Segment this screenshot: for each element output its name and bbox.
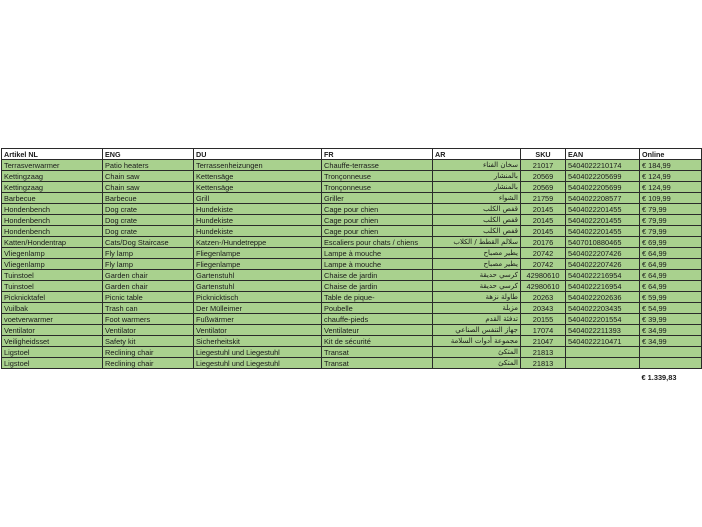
cell-artikel-nl: Kettingzaag	[2, 182, 103, 193]
total-row	[2, 369, 702, 383]
cell-du: Sicherheitskit	[194, 336, 322, 347]
cell-du: Terrassenheizungen	[194, 160, 322, 171]
cell-eng: Dog crate	[103, 215, 194, 226]
table-row	[2, 358, 702, 369]
cell-sku: 42980610	[521, 270, 566, 281]
header-row	[2, 149, 702, 160]
table-row	[2, 204, 702, 215]
cell-artikel-nl: Katten/Hondentrap	[2, 237, 103, 248]
cell-ar: طاولة نزهة	[433, 292, 521, 303]
cell-artikel-nl: Terrasverwarmer	[2, 160, 103, 171]
cell-sku: 20145	[521, 204, 566, 215]
cell-ar: مجموعة أدوات السلامة	[433, 336, 521, 347]
cell-ean: 5404022201554	[566, 314, 640, 325]
cell-ean: 5404022201455	[566, 226, 640, 237]
cell-du: Liegestuhl und Liegestuhl	[194, 358, 322, 369]
table-row	[2, 259, 702, 270]
cell-sku: 21017	[521, 160, 566, 171]
header-ean: EAN	[566, 149, 640, 160]
cell-fr: Ventilateur	[322, 325, 433, 336]
cell-ean: 5407010880465	[566, 237, 640, 248]
cell-eng: Patio heaters	[103, 160, 194, 171]
cell-ar: قفص الكلب	[433, 204, 521, 215]
cell-sku: 21813	[521, 358, 566, 369]
cell-ean: 5404022205699	[566, 171, 640, 182]
header-eng: ENG	[103, 149, 194, 160]
cell-du: Fliegenlampe	[194, 259, 322, 270]
cell-online	[640, 347, 702, 358]
table-row	[2, 270, 702, 281]
cell-online: € 34,99	[640, 336, 702, 347]
cell-sku: 21813	[521, 347, 566, 358]
cell-eng: Reclining chair	[103, 347, 194, 358]
cell-du: Der Mülleimer	[194, 303, 322, 314]
cell-fr: Kit de sécurité	[322, 336, 433, 347]
cell-ean: 5404022210174	[566, 160, 640, 171]
cell-ean: 5404022201455	[566, 215, 640, 226]
cell-du: Fußwärmer	[194, 314, 322, 325]
cell-online	[640, 358, 702, 369]
cell-eng: Ventilator	[103, 325, 194, 336]
cell-eng: Chain saw	[103, 182, 194, 193]
cell-fr: Transat	[322, 358, 433, 369]
cell-sku: 20569	[521, 171, 566, 182]
cell-ean: 5404022211393	[566, 325, 640, 336]
cell-fr: Poubelle	[322, 303, 433, 314]
cell-ar: كرسي حديقة	[433, 281, 521, 292]
cell-fr: Tronçonneuse	[322, 171, 433, 182]
cell-sku: 21047	[521, 336, 566, 347]
cell-eng: Fly lamp	[103, 259, 194, 270]
cell-sku: 17074	[521, 325, 566, 336]
header-sku: SKU	[521, 149, 566, 160]
cell-online: € 109,99	[640, 193, 702, 204]
total-value: € 1.339,83	[641, 372, 677, 382]
cell-ar: قفص الكلب	[433, 215, 521, 226]
cell-online: € 64,99	[640, 259, 702, 270]
cell-du: Gartenstuhl	[194, 281, 322, 292]
total-spacer	[2, 369, 640, 383]
cell-fr: Lampe à mouche	[322, 259, 433, 270]
cell-ean	[566, 358, 640, 369]
cell-online: € 34,99	[640, 325, 702, 336]
cell-online: € 39,99	[640, 314, 702, 325]
cell-artikel-nl: Vuilbak	[2, 303, 103, 314]
cell-fr: Cage pour chien	[322, 226, 433, 237]
cell-artikel-nl: Hondenbench	[2, 226, 103, 237]
cell-ean: 5404022207426	[566, 259, 640, 270]
cell-ean	[566, 347, 640, 358]
cell-online: € 184,99	[640, 160, 702, 171]
table-row	[2, 237, 702, 248]
cell-sku: 20176	[521, 237, 566, 248]
cell-ar: سخان الفناء	[433, 160, 521, 171]
cell-ean: 5404022216954	[566, 270, 640, 281]
cell-artikel-nl: Picknicktafel	[2, 292, 103, 303]
cell-sku: 20569	[521, 182, 566, 193]
cell-online: € 64,99	[640, 281, 702, 292]
cell-online: € 79,99	[640, 204, 702, 215]
cell-online: € 79,99	[640, 215, 702, 226]
cell-du: Hundekiste	[194, 204, 322, 215]
cell-eng: Safety kit	[103, 336, 194, 347]
table-row	[2, 347, 702, 358]
cell-eng: Trash can	[103, 303, 194, 314]
cell-sku: 20145	[521, 215, 566, 226]
cell-online: € 54,99	[640, 303, 702, 314]
table-row	[2, 215, 702, 226]
cell-ar: جهاز التنفس الصناعي	[433, 325, 521, 336]
cell-du: Grill	[194, 193, 322, 204]
table-row	[2, 314, 702, 325]
header-ar: AR	[433, 149, 521, 160]
cell-ar: بالمنشار	[433, 182, 521, 193]
cell-eng: Chain saw	[103, 171, 194, 182]
cell-artikel-nl: Ventilator	[2, 325, 103, 336]
cell-fr: Cage pour chien	[322, 204, 433, 215]
cell-ar: المتكئ	[433, 358, 521, 369]
cell-ar: يطير مصباح	[433, 259, 521, 270]
cell-ean: 5404022216954	[566, 281, 640, 292]
cell-online: € 64,99	[640, 270, 702, 281]
cell-ar: بالمنشار	[433, 171, 521, 182]
table-row	[2, 325, 702, 336]
table-row	[2, 281, 702, 292]
cell-online: € 124,99	[640, 182, 702, 193]
cell-ar: سلالم القطط / الكلاب	[433, 237, 521, 248]
cell-ean: 5404022207426	[566, 248, 640, 259]
cell-du: Kettensäge	[194, 171, 322, 182]
cell-sku: 42980610	[521, 281, 566, 292]
cell-fr: Cage pour chien	[322, 215, 433, 226]
table-row	[2, 160, 702, 171]
cell-ar: مزبلة	[433, 303, 521, 314]
cell-ean: 5404022208577	[566, 193, 640, 204]
cell-online: € 69,99	[640, 237, 702, 248]
table-row	[2, 303, 702, 314]
table-row	[2, 248, 702, 259]
cell-ar: يطير مصباح	[433, 248, 521, 259]
cell-eng: Dog crate	[103, 226, 194, 237]
cell-ar: قفص الكلب	[433, 226, 521, 237]
cell-artikel-nl: Ligstoel	[2, 358, 103, 369]
cell-fr: Chauffe-terrasse	[322, 160, 433, 171]
cell-online: € 64,99	[640, 248, 702, 259]
cell-artikel-nl: Hondenbench	[2, 204, 103, 215]
cell-artikel-nl: Vliegenlamp	[2, 248, 103, 259]
table-row	[2, 193, 702, 204]
cell-du: Liegestuhl und Liegestuhl	[194, 347, 322, 358]
table-row	[2, 182, 702, 193]
cell-artikel-nl: Hondenbench	[2, 215, 103, 226]
cell-sku: 20263	[521, 292, 566, 303]
cell-fr: Chaise de jardin	[322, 281, 433, 292]
header-artikel-nl: Artikel NL	[2, 149, 103, 160]
cell-online: € 59,99	[640, 292, 702, 303]
cell-ean: 5404022202636	[566, 292, 640, 303]
cell-artikel-nl: Kettingzaag	[2, 171, 103, 182]
cell-du: Fliegenlampe	[194, 248, 322, 259]
cell-du: Kettensäge	[194, 182, 322, 193]
cell-ar: الشواء	[433, 193, 521, 204]
cell-artikel-nl: Barbecue	[2, 193, 103, 204]
cell-fr: Table de pique-	[322, 292, 433, 303]
cell-artikel-nl: Ligstoel	[2, 347, 103, 358]
cell-artikel-nl: Tuinstoel	[2, 281, 103, 292]
cell-sku: 20145	[521, 226, 566, 237]
cell-fr: Escaliers pour chats / chiens	[322, 237, 433, 248]
cell-eng: Fly lamp	[103, 248, 194, 259]
cell-eng: Garden chair	[103, 281, 194, 292]
cell-online: € 79,99	[640, 226, 702, 237]
cell-eng: Reclining chair	[103, 358, 194, 369]
cell-sku: 20742	[521, 248, 566, 259]
cell-artikel-nl: Tuinstoel	[2, 270, 103, 281]
header-du: DU	[194, 149, 322, 160]
cell-fr: Tronçonneuse	[322, 182, 433, 193]
cell-fr: Griller	[322, 193, 433, 204]
table-row	[2, 336, 702, 347]
cell-fr: chauffe-pieds	[322, 314, 433, 325]
cell-ar: تدفئة القدم	[433, 314, 521, 325]
inventory-table	[1, 148, 702, 382]
cell-ar: المتكئ	[433, 347, 521, 358]
cell-du: Katzen-/Hundetreppe	[194, 237, 322, 248]
cell-ean: 5404022205699	[566, 182, 640, 193]
cell-ar: كرسي حديقة	[433, 270, 521, 281]
cell-artikel-nl: Vliegenlamp	[2, 259, 103, 270]
cell-du: Ventilator	[194, 325, 322, 336]
cell-fr: Chaise de jardin	[322, 270, 433, 281]
cell-du: Hundekiste	[194, 215, 322, 226]
cell-ean: 5404022210471	[566, 336, 640, 347]
table-row	[2, 171, 702, 182]
cell-fr: Transat	[322, 347, 433, 358]
cell-sku: 20343	[521, 303, 566, 314]
cell-eng: Barbecue	[103, 193, 194, 204]
cell-artikel-nl: voetverwarmer	[2, 314, 103, 325]
table-row	[2, 226, 702, 237]
cell-du: Hundekiste	[194, 226, 322, 237]
cell-eng: Foot warmers	[103, 314, 194, 325]
cell-du: Gartenstuhl	[194, 270, 322, 281]
cell-eng: Picnic table	[103, 292, 194, 303]
cell-eng: Dog crate	[103, 204, 194, 215]
header-fr: FR	[322, 149, 433, 160]
cell-sku: 20155	[521, 314, 566, 325]
header-online: Online	[640, 149, 702, 160]
cell-sku: 20742	[521, 259, 566, 270]
cell-online: € 124,99	[640, 171, 702, 182]
cell-fr: Lampe à mouche	[322, 248, 433, 259]
cell-artikel-nl: Veiligheidsset	[2, 336, 103, 347]
table-row	[2, 292, 702, 303]
cell-du: Picknicktisch	[194, 292, 322, 303]
cell-eng: Cats/Dog Staircase	[103, 237, 194, 248]
cell-eng: Garden chair	[103, 270, 194, 281]
cell-ean: 5404022203435	[566, 303, 640, 314]
cell-sku: 21759	[521, 193, 566, 204]
cell-ean: 5404022201455	[566, 204, 640, 215]
